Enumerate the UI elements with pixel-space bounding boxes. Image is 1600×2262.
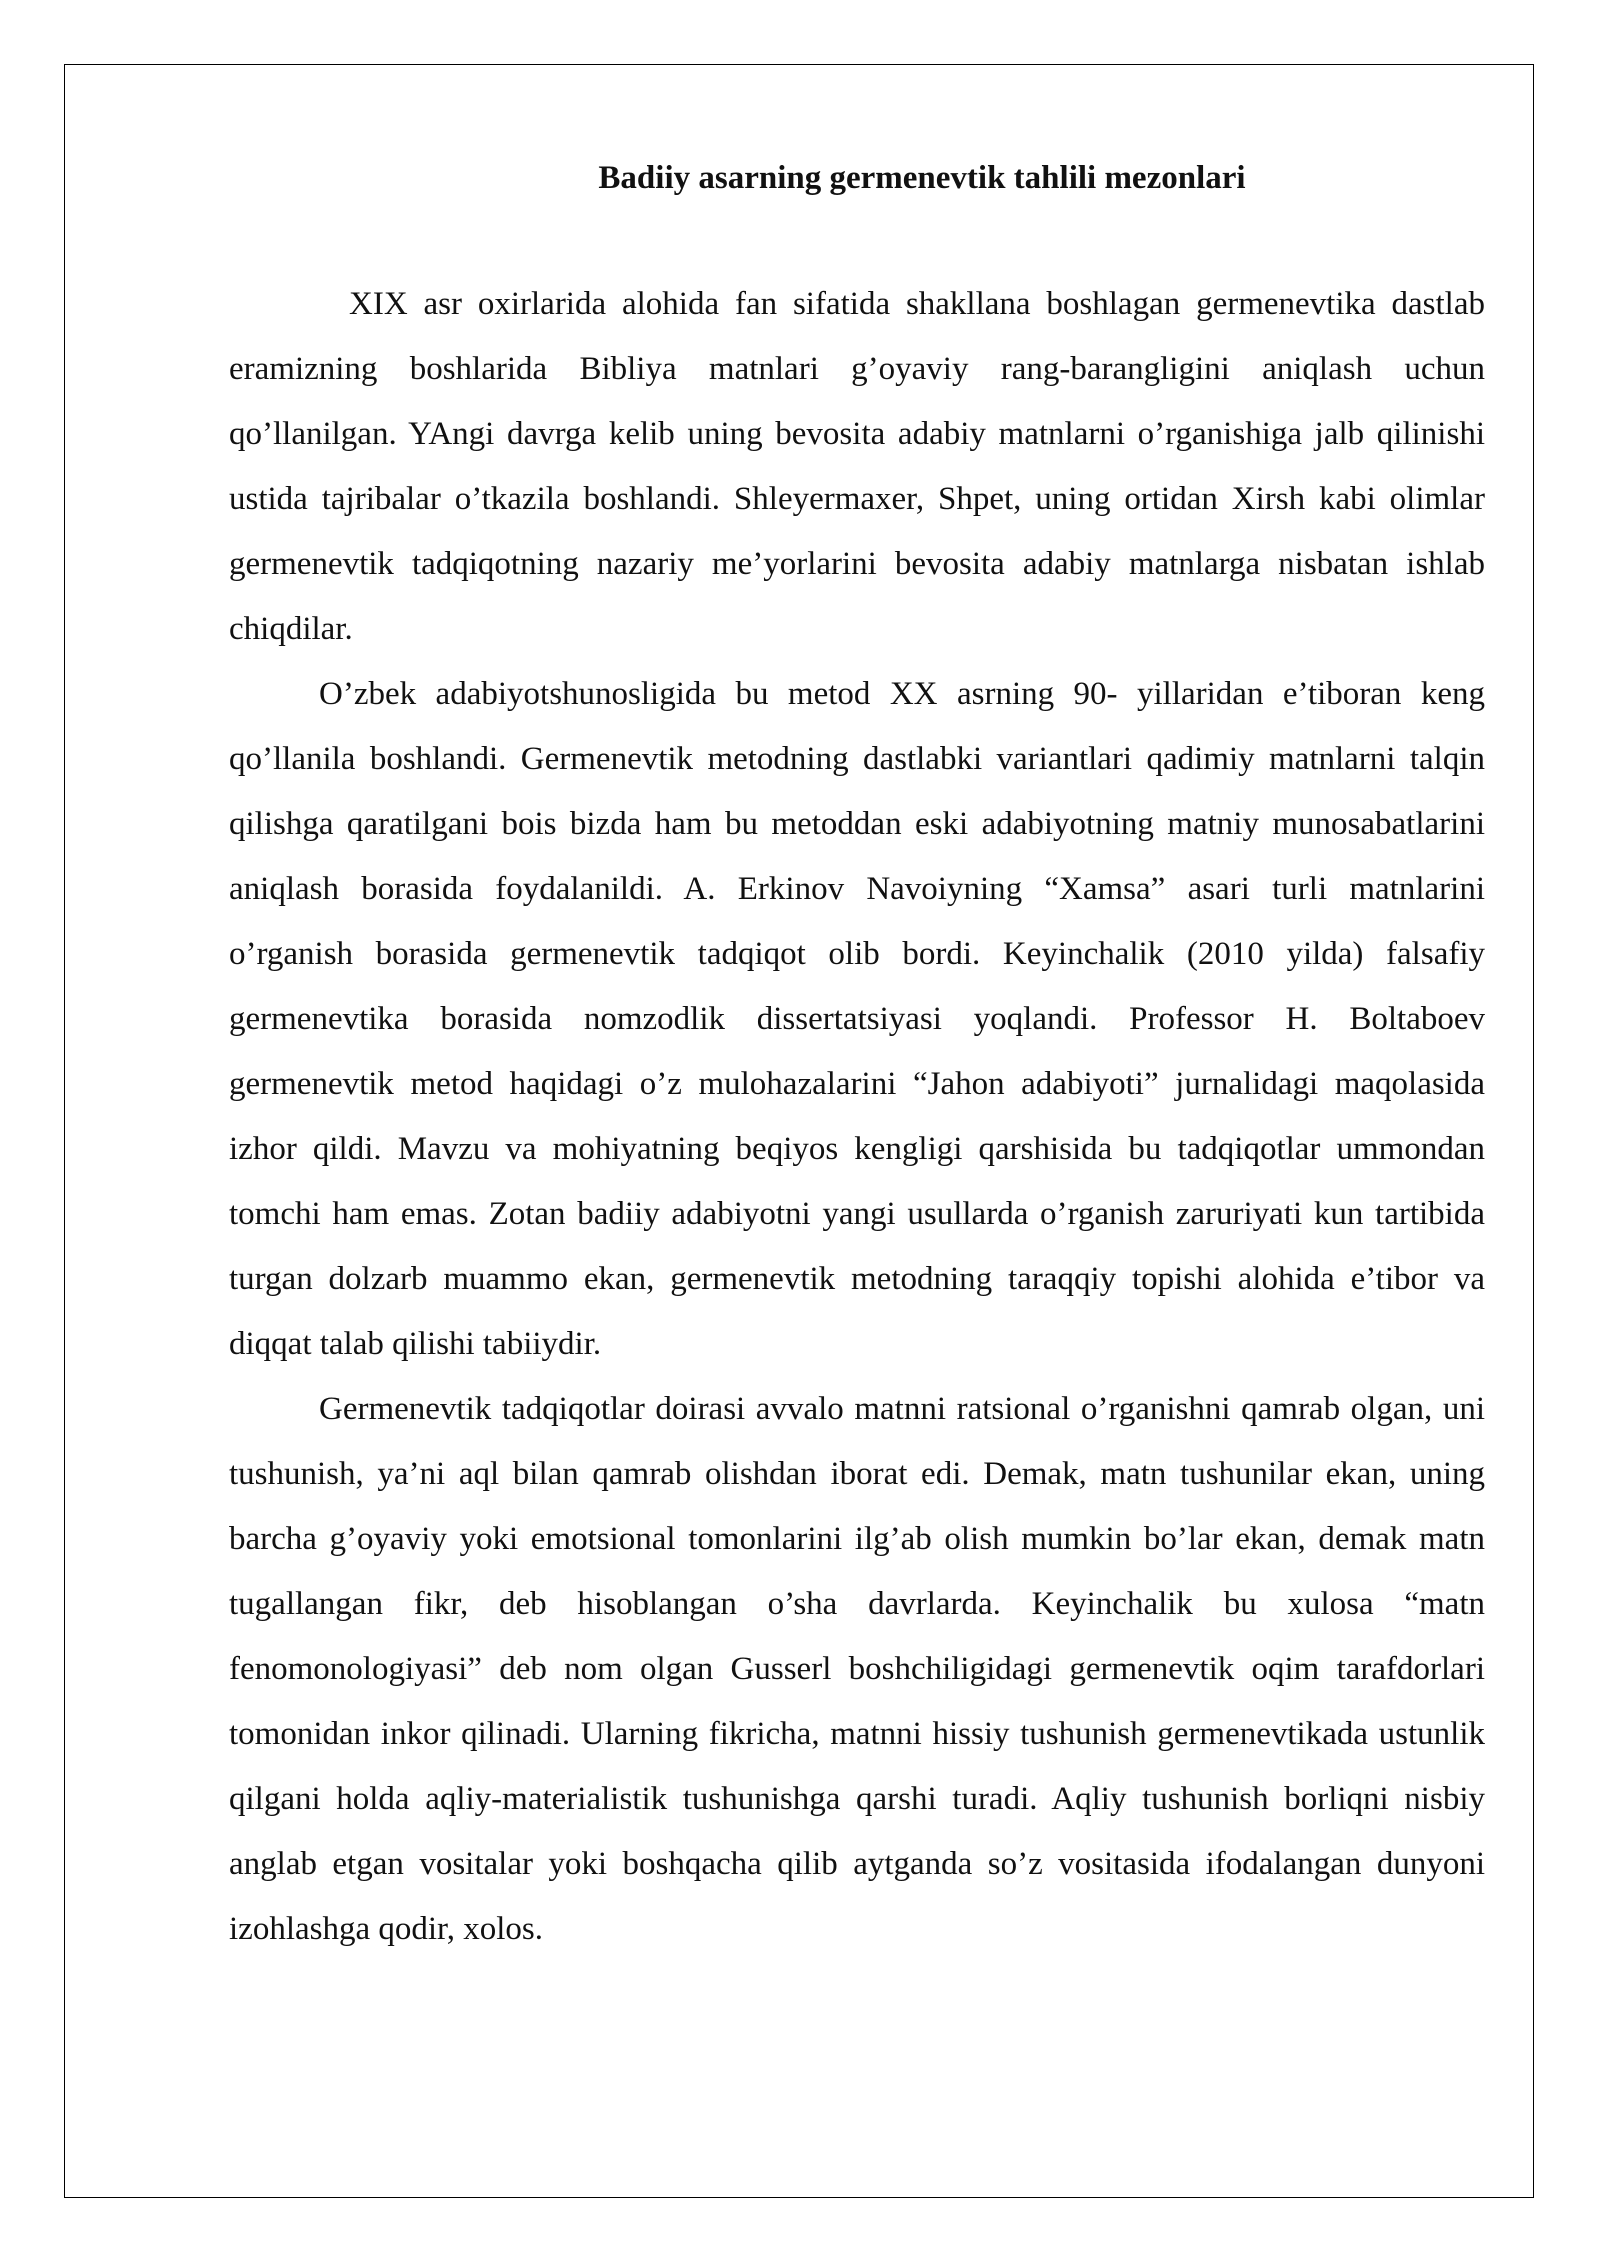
paragraph-3: Germenevtik tadqiqotlar doirasi avvalo matnni ratsional o’rganishni qamrab olgan, uni tushunish, ya’ni aql bilan qamrab olishdan iborat edi. Demak, matn tushunilar ekan, uning barcha g’oyaviy yoki emotsional tomonlarini ilg’ab olish mumkin bo’lar ekan, demak matn tugallangan fikr, deb hisoblangan o’sha davrlarda. Keyinchalik bu xulosa “matn fenomonologiyasi” deb nom olgan Gusserl boshchiligidagi germenevtik oqim tarafdorlari tomonidan inkor qilinadi. Ularning fikricha, matnni hissiy tushunish germenevtikada ustunlik qilgani holda aqliy-materialistik tushunishga qarshi turadi. Aqliy tushunish borliqni nisbiy anglab etgan vositalar yoki boshqacha qilib aytganda so’z vositasida ifodalangan dunyoni izohlashga qodir, xolos. [229,1391,1485,1947]
document-title: Badiiy asarning germenevtik tahlili mezonlari [598,160,1246,196]
paragraph-1: XIX asr oxirlarida alohida fan sifatida shakllana boshlagan germenevtika dastlab eramizning boshlarida Bibliya matnlari g’oyaviy rang-barangligini aniqlash uchun qo’llanilgan. YAngi davrga kelib uning bevosita adabiy matnlarni o’rganishiga jalb qilinishi ustida tajribalar o’tkazila boshlandi. Shleyermaxer, Shpet, uning ortidan Xirsh kabi olimlar germenevtik tadqiqotning nazariy me’yorlarini bevosita adabiy matnlarga nisbatan ishlab chiqdilar. [229,286,1485,647]
document-body [229,148,1485,1962]
paragraph-2: O’zbek adabiyotshunosligida bu metod XX asrning 90- yillaridan e’tiboran keng qo’llanila boshlandi. Germenevtik metodning dastlabki variantlari qadimiy matnlarni talqin qilishga qaratilgani bois bizda ham bu metoddan eski adabiyotning matniy munosabatlarini aniqlash borasida foydalanildi. A. Erkinov Navoiyning “Xamsa” asari turli matnlarini o’rganish borasida germenevtik tadqiqot olib bordi. Keyinchalik (2010 yilda) falsafiy germenevtika borasida nomzodlik dissertatsiyasi yoqlandi. Professor H. Boltaboev germenevtik metod haqidagi o’z mulohazalarini “Jahon adabiyoti” jurnalidagi maqolasida izhor qildi. Mavzu va mohiyatning beqiyos kengligi qarshisida bu tadqiqotlar ummondan tomchi ham emas. Zotan badiiy adabiyotni yangi usullarda o’rganish zaruriyati kun tartibida turgan dolzarb muammo ekan, germenevtik metodning taraqqiy topishi alohida e’tibor va diqqat talab qilishi tabiiydir. [229,676,1485,1362]
